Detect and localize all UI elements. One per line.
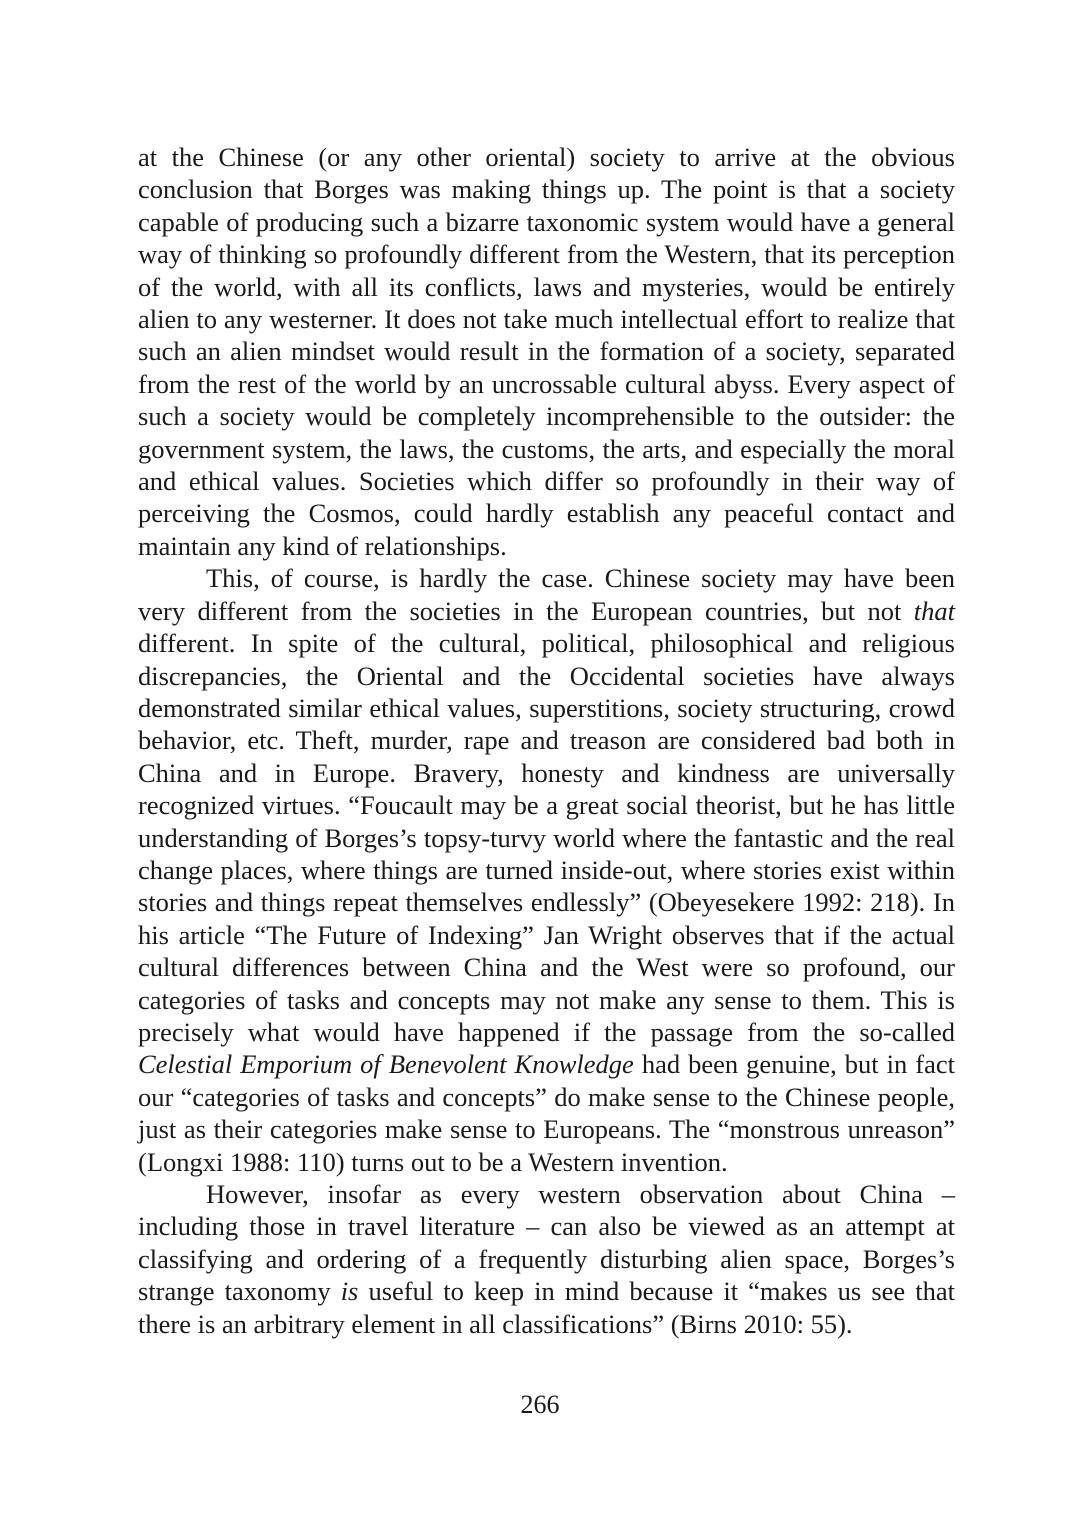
paragraph-3-text-b: useful to keep in mind because it “makes us see that there is an arbitrary element in all classifications” (Birns 2010: 55). bbox=[138, 1276, 955, 1339]
paragraph-1-text: at the Chinese (or any other oriental) society to arrive at the obvious conclusion that Borges was making things up. The point is that a society capable of producing such a bizarre taxonomic system would have a general way of thinking so profoundly different from the Western, that its perception of the world, with all its conflicts, laws and mysteries, would be entirely alien to any westerner. It does not take much intellectual effort to realize that such an alien mindset would result in the formation of a society, separated from the rest of the world by an uncrossable cultural abyss. Every aspect of such a society would be completely incomprehensible to the outsider: the government system, the laws, the customs, the arts, and especially the moral and ethical values. Societies which differ so profoundly in their way of perceiving the Cosmos, could hardly establish any peaceful contact and maintain any kind of relationships. bbox=[138, 142, 955, 561]
page-body bbox=[138, 141, 955, 1340]
paragraph-2-emphasis-that: that bbox=[913, 595, 955, 626]
paragraph-2 bbox=[138, 562, 955, 1178]
paragraph-3-emphasis-is: is bbox=[340, 1276, 359, 1307]
paragraph-2-book-title: Celestial Emporium of Benevolent Knowledge bbox=[138, 1049, 634, 1080]
paragraph-1 bbox=[138, 141, 955, 562]
page-number: 266 bbox=[520, 1390, 560, 1419]
paragraph-2-text-a: This, of course, is hardly the case. Chinese society may have been very different from the societies in the European countries, but not bbox=[138, 563, 955, 626]
paragraph-2-text-b: different. In spite of the cultural, political, philosophical and religious discrepancies, the Oriental and the Occidental societies have always demonstrated similar ethical values, superstitions, society structuring, crowd behavior, etc. Theft, murder, rape and treason are considered bad both in China and in Europe. Bravery, honesty and kindness are universally recognized virtues. “Foucault may be a great social theorist, but he has little understanding of Borges’s topsy-turvy world where the fantastic and the real change places, where things are turned inside-out, where stories exist within stories and things repeat themselves endlessly” (Obeyesekere 1992: 218). In his article “The Future of Indexing” Jan Wright observes that if the actual cultural differences between China and the West were so profound, our categories of tasks and concepts may not make any sense to them. This is precisely what would have happened if the passage from the so-called bbox=[138, 628, 955, 1047]
paragraph-3-text-a: However, insofar as every western observation about China – including those in travel literature – can also be viewed as an attempt at classifying and ordering of a frequently disturbing alien space, Borges’s strange taxonomy bbox=[138, 1179, 955, 1307]
paragraph-3 bbox=[138, 1178, 955, 1340]
paragraph-2-text-c: had been genuine, but in fact our “categories of tasks and concepts” do make sense to the Chinese people, just as their categories make sense to Europeans. The “monstrous unreason” (Longxi 1988: 110) turns out to be a Western invention. bbox=[138, 1049, 955, 1177]
